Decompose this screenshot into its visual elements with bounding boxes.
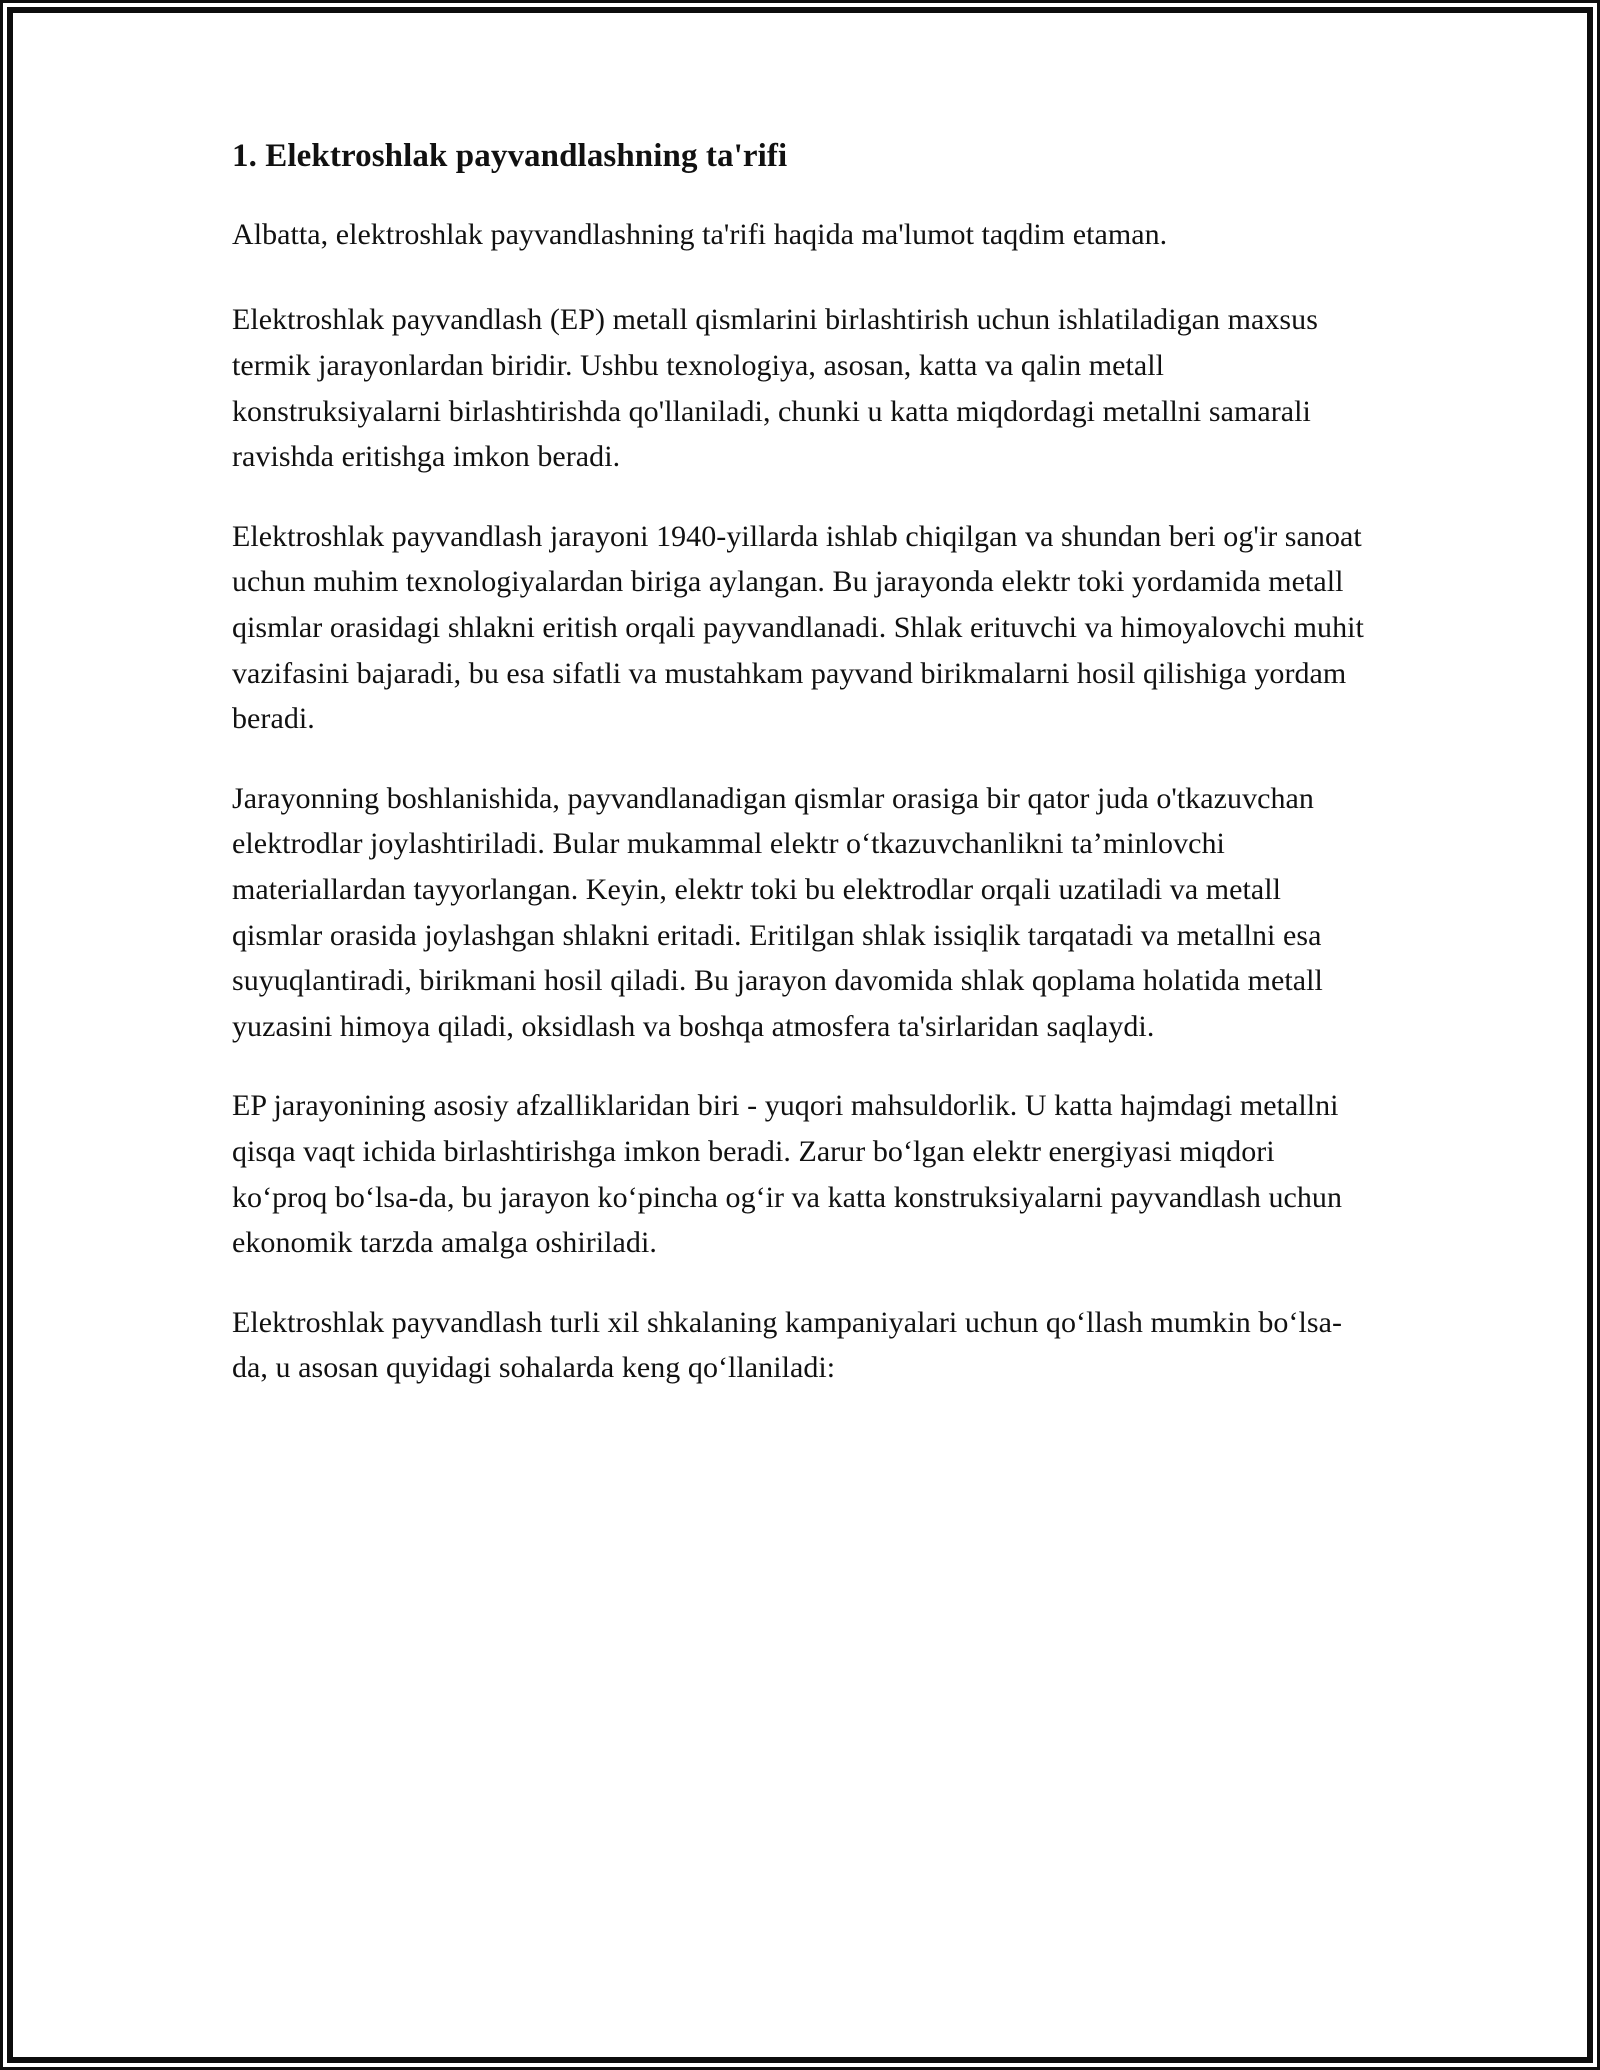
paragraph-intro: Albatta, elektroshlak payvandlashning ta'rifi haqida ma'lumot taqdim etaman. (232, 217, 1168, 251)
paragraph-applications-lead: Elektroshlak payvandlash turli xil shkalaning kampaniyalari uchun qo‘llash mumkin bo‘lsa-da, u asosan quyidagi sohalarda keng qo‘llaniladi: (232, 1305, 1343, 1385)
paragraph-process: Jarayonning boshlanishida, payvandlanadigan qismlar orasiga bir qator juda o'tkazuvchan elektrodlar joylashtiriladi. Bular mukammal elektr o‘tkazuvchanlikni ta’minlovchi materiallardan tayyorlangan. Keyin, elektr toki bu elektrodlar orqali uzatiladi va metall qismlar orasida joylashgan shlakni eritadi. Eritilgan shlak issiqlik tarqatadi va metallni esa suyuqlantiradi, birikmani hosil qiladi. Bu jarayon davomida shlak qoplama holatida metall yuzasini himoya qiladi, oksidlash va boshqa atmosfera ta'sirlaridan saqlaydi. (232, 781, 1331, 1043)
paragraph-history: Elektroshlak payvandlash jarayoni 1940-yillarda ishlab chiqilgan va shundan beri og'ir sanoat uchun muhim texnologiyalardan biriga aylangan. Bu jarayonda elektr toki yordamida metall qismlar orasidagi shlakni eritish orqali payvandlanadi. Shlak erituvchi va himoyalovchi muhit vazifasini bajaradi, bu esa sifatli va mustahkam payvand birikmalarni hosil qilishiga yordam beradi. (232, 519, 1372, 736)
document-content (232, 135, 1372, 1391)
paragraph-definition: Elektroshlak payvandlash (EP) metall qismlarini birlashtirish uchun ishlatiladigan maxsus termik jarayonlardan biridir. Ushbu texnologiya, asosan, katta va qalin metall konstruksiyalarni birlashtirishda qo'llaniladi, chunki u katta miqdordagi metallni samarali ravishda eritishga imkon beradi. (232, 303, 1326, 474)
paragraph-advantages: EP jarayonining asosiy afzalliklaridan biri - yuqori mahsuldorlik. U katta hajmdagi metallni qisqa vaqt ichida birlashtirishga imkon beradi. Zarur bo‘lgan elektr energiyasi miqdori ko‘proq bo‘lsa-da, bu jarayon ko‘pincha og‘ir va katta konstruksiyalarni payvandlash uchun ekonomik tarzda amalga oshiriladi. (232, 1089, 1350, 1260)
page-sheet (13, 13, 1587, 2057)
page-title: 1. Elektroshlak payvandlashning ta'rifi (232, 138, 788, 174)
